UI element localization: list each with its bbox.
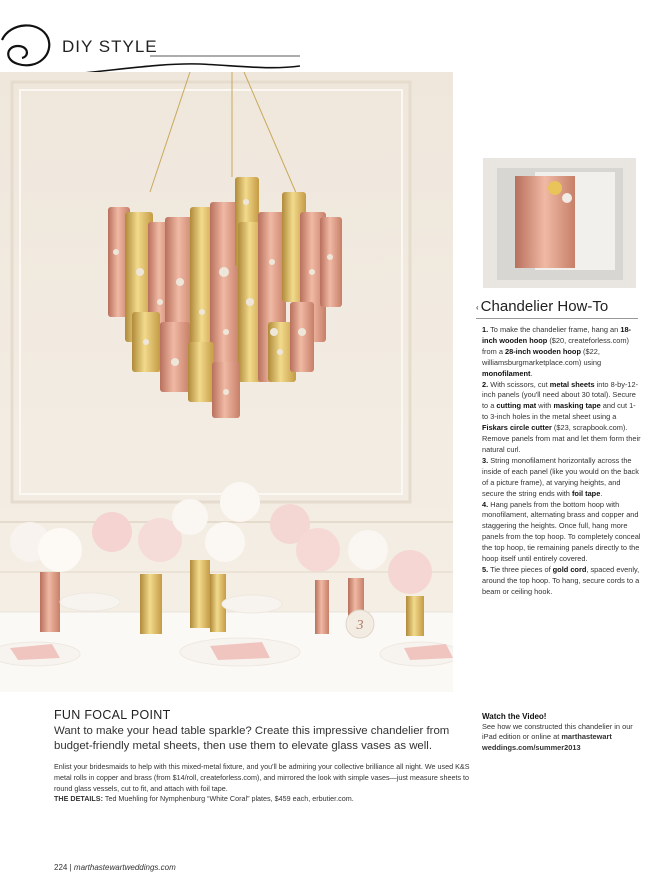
page-footer bbox=[54, 863, 176, 872]
details-label: THE DETAILS: bbox=[54, 794, 103, 804]
article-deck: Want to make your head table sparkle? Create this impressive chandelier from budget-friendly metal sheets, then use them to elevate glass vases as well. bbox=[54, 725, 450, 752]
howto-step-4: 4. Hang panels from the bottom hoop with monofilament, alternating brass and copper and staggering the heights. Once full, hang more panels from the top hoop. To completely conceal the top hoop, tie remaining panels directly to the hoop itself until entirely covered. bbox=[482, 499, 641, 564]
video-title: Watch the Video! bbox=[482, 712, 547, 721]
howto-step-3: 3. String monofilament horizontally across the inside of each panel (like you would on the back of a picture frame), at varying heights, and secure the string ends with foil tape. bbox=[482, 455, 639, 498]
chandelier-photo bbox=[0, 72, 453, 692]
table-card-number: 3 bbox=[356, 618, 364, 633]
body-paragraph: Enlist your bridesmaids to help with this mixed-metal fixture, and you'll be admiring your collective brilliance all night. We used K&S metal rolls in copper and brass (from $14/roll, createforless.com), and mirrored the look with simple vases—just measure sheets to round glass vessels, cut to fit, and attach with foil tape. bbox=[54, 762, 470, 793]
video-link[interactable]: marthastewart weddings.com/summer2013 bbox=[482, 732, 612, 752]
howto-steps bbox=[482, 325, 642, 598]
howto-title bbox=[476, 298, 608, 315]
details-text: Ted Muehling for Nymphenburg “White Coral” plates, $459 each, erbutier.com. bbox=[102, 794, 354, 804]
howto-step-1: 1. To make the chandelier frame, hang an 18-inch wooden hoop ($20, createforless.com) from a 28-inch wooden hoop ($22, williamsburgmarketplace.com) using monofilament. bbox=[482, 325, 632, 378]
howto-step-5: 5. Tie three pieces of gold cord, spaced evenly, around the top hoop. To hang, secure cords to a beam or ceiling hook. bbox=[482, 564, 640, 596]
page-number: 224 bbox=[54, 863, 68, 872]
howto-step-2: 2. With scissors, cut metal sheets into 8-by-12-inch panels (you'll need about 30 total). Secure to a cutting mat with masking tape and cut 1- to 3-inch holes in the metal sheet using a Fiskars circle cutter ($23, scrapbook.com). Remove panels from mat and let them form their natural curl. bbox=[482, 379, 641, 454]
caret-icon: ‹ bbox=[476, 302, 479, 312]
howto-divider bbox=[476, 318, 638, 319]
video-callout bbox=[482, 712, 642, 753]
inset-photo bbox=[483, 158, 636, 288]
table-number-card bbox=[346, 610, 374, 638]
footer-site: marthastewartweddings.com bbox=[73, 863, 176, 872]
video-text: See how we constructed this chandelier in our iPad edition or online at bbox=[482, 722, 633, 742]
inset-illustration bbox=[483, 158, 636, 288]
article-heading: FUN FOCAL POINT bbox=[54, 708, 171, 722]
footer-separator: | bbox=[69, 863, 72, 872]
details-line bbox=[54, 794, 474, 805]
chandelier-illustration bbox=[0, 72, 453, 692]
howto-title-text: Chandelier How-To bbox=[480, 298, 609, 315]
article-body bbox=[54, 762, 474, 805]
section-title: DIY STYLE bbox=[62, 37, 158, 56]
